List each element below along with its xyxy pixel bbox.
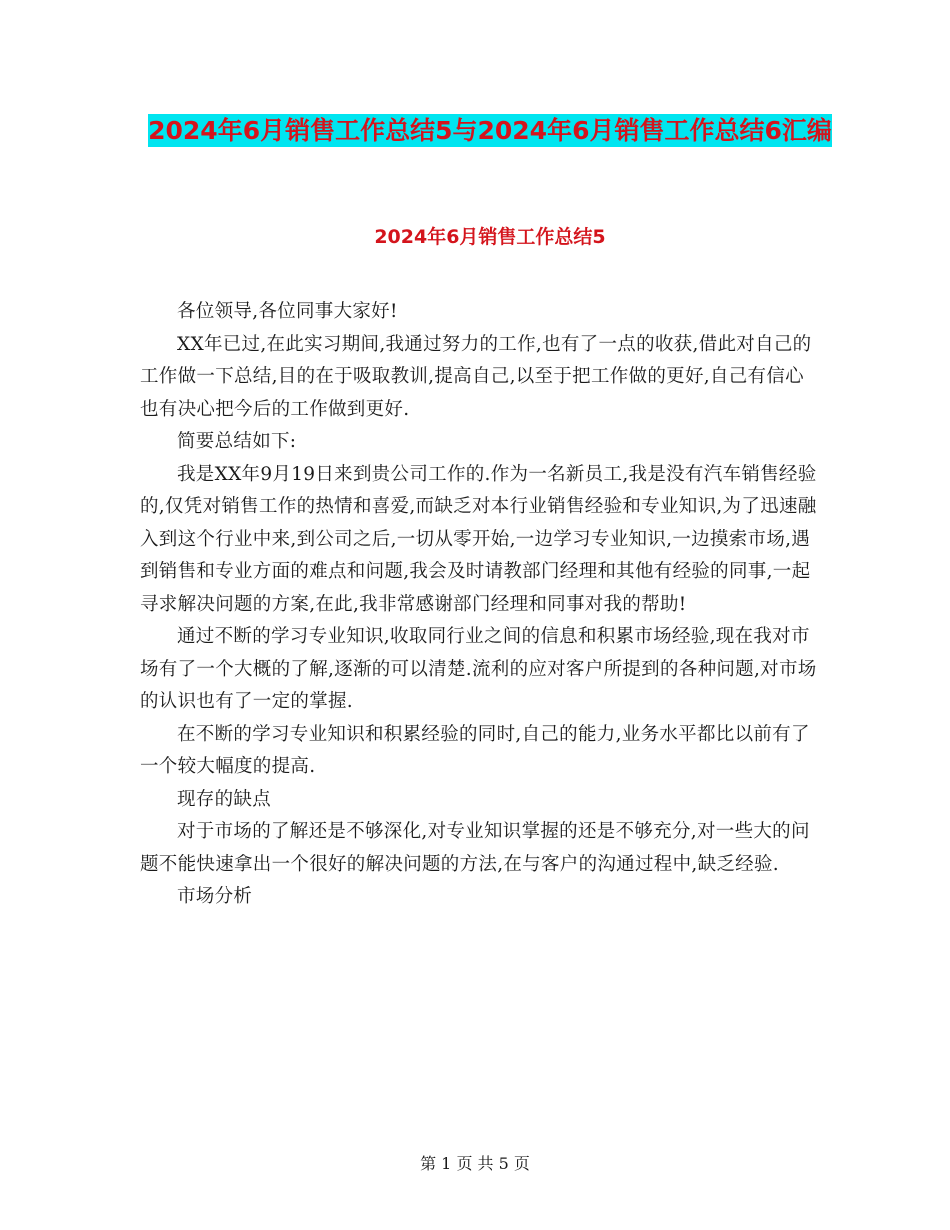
section-title: 2024年6月销售工作总结5 xyxy=(374,226,606,248)
paragraph-background: 我是XX年9月19日来到贵公司工作的.作为一名新员工,我是没有汽车销售经验的,仅凭对销售工作的热情和喜爱,而缺乏对本行业销售经验和专业知识,为了迅速融入到这个行业中来,到公司之后,一切从零开始,一边学习专业知识,一边摸索市场,遇到销售和专业方面的难点和问题,我会及时请教部门经理和其他有经验的同事,一起寻求解决问题的方案,在此,我非常感谢部门经理和同事对我的帮助! xyxy=(140,463,817,615)
document-title xyxy=(140,108,840,153)
paragraph-summary-heading: 简要总结如下: xyxy=(177,431,297,452)
paragraph-greeting: 各位领导,各位同事大家好! xyxy=(177,301,398,322)
document-title-text: 2024年6月销售工作总结5与2024年6月销售工作总结6汇编 xyxy=(148,116,832,145)
paragraph-progress: 通过不断的学习专业知识,收取同行业之间的信息和积累市场经验,现在我对市场有了一个大概的了解,逐渐的可以清楚.流利的应对客户所提到的各种问题,对市场的认识也有了一定的掌握. xyxy=(140,626,817,712)
document-body xyxy=(140,296,820,914)
paragraph-shortcomings: 对于市场的了解还是不够深化,对专业知识掌握的还是不够充分,对一些大的问题不能快速拿出一个很好的解决问题的方法,在与客户的沟通过程中,缺乏经验. xyxy=(140,821,810,875)
page-footer: 第 1 页 共 5 页 xyxy=(420,1154,530,1173)
paragraph-market-heading: 市场分析 xyxy=(177,886,253,907)
paragraph-intro: XX年已过,在此实习期间,我通过努力的工作,也有了一点的收获,借此对自己的工作做一下总结,目的在于吸取教训,提高自己,以至于把工作做的更好,自己有信心也有决心把今后的工作做到更好. xyxy=(140,333,812,420)
paragraph-shortcomings-heading: 现存的缺点 xyxy=(177,788,272,810)
paragraph-improvement: 在不断的学习专业知识和积累经验的同时,自己的能力,业务水平都比以前有了一个较大幅度的提高. xyxy=(140,723,810,777)
